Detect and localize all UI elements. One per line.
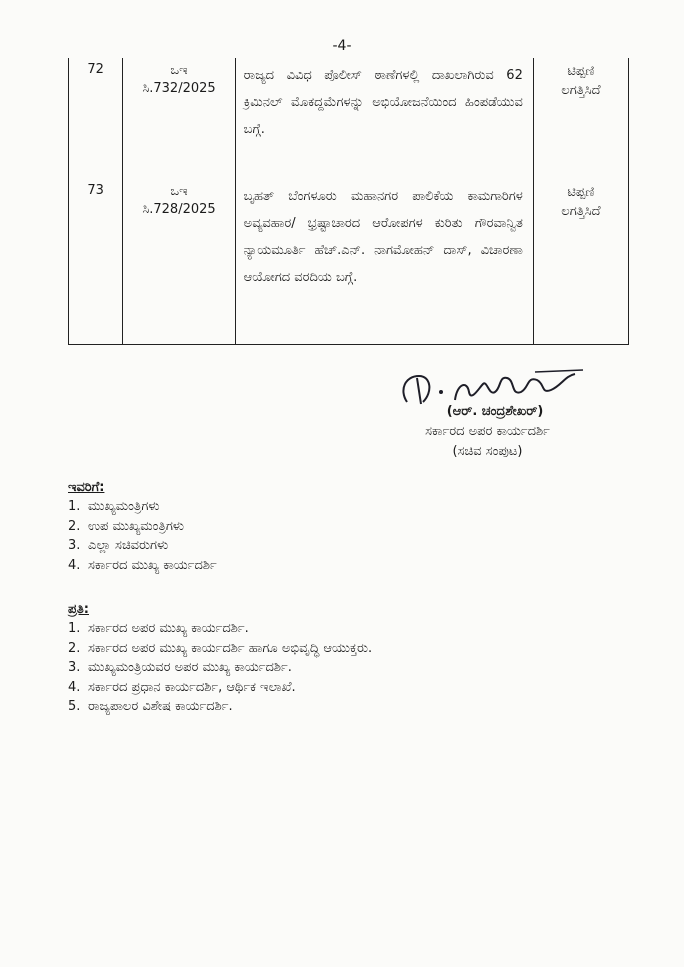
copies-section xyxy=(68,602,372,717)
file-reference xyxy=(123,58,235,179)
signatory-name: (ಆರ್. ಚಂದ್ರಶೇಖರ್) xyxy=(446,404,544,419)
file-reference-number: ಸಿ.728/2025 xyxy=(142,202,216,217)
list-item: 3. ಎಲ್ಲಾ ಸಚಿವರುಗಳು xyxy=(68,538,169,553)
agenda-table xyxy=(68,58,629,345)
item-number: 73 xyxy=(69,179,123,345)
list-item: 1. ಸರ್ಕಾರದ ಅಪರ ಮುಖ್ಯ ಕಾರ್ಯದರ್ಶಿ. xyxy=(68,621,249,636)
file-reference xyxy=(123,179,235,345)
list-item: 3. ಮುಖ್ಯಮಂತ್ರಿಯವರ ಅಪರ ಮುಖ್ಯ ಕಾರ್ಯದರ್ಶಿ. xyxy=(68,660,292,675)
list-item: 5. ರಾಜ್ಯಪಾಲರ ವಿಶೇಷ ಕಾರ್ಯದರ್ಶಿ. xyxy=(68,699,233,714)
table-row xyxy=(69,179,629,345)
remark-line2: ಲಗತ್ತಿಸಿದೆ xyxy=(561,204,601,219)
handwritten-signature xyxy=(395,362,590,410)
recipients-heading: ಇವರಿಗೆ: xyxy=(68,480,105,495)
list-item: 2. ಸರ್ಕಾರದ ಅಪರ ಮುಖ್ಯ ಕಾರ್ಯದರ್ಶಿ ಹಾಗೂ ಅಭಿವೃದ್ಧಿ ಆಯುಕ್ತರು. xyxy=(68,640,373,656)
copies-list xyxy=(68,619,372,717)
item-remark xyxy=(533,58,628,179)
page-number: -4- xyxy=(332,38,352,54)
list-item: 4. ಸರ್ಕಾರದ ಮುಖ್ಯ ಕಾರ್ಯದರ್ಶಿ xyxy=(68,557,217,573)
signatory-designation: ಸರ್ಕಾರದ ಅಪರ ಕಾರ್ಯದರ್ಶಿ xyxy=(425,424,550,439)
item-subject: ಬೃಹತ್ ಬೆಂಗಳೂರು ಮಹಾನಗರ ಪಾಲಿಕೆಯ ಕಾಮಗಾರಿಗಳ ಅವ್ಯವಹಾರ/ ಭ್ರಷ್ಟಾಚಾರದ ಆರೋಪಗಳ ಕುರಿತು ಗೌರವಾನ್ವಿತ ನ್ಯಾಯಮೂರ್ತಿ ಹೆಚ್.ಎನ್. ನಾಗಮೋಹನ್ ದಾಸ್, ವಿಚಾರಣಾ ಆಯೋಗದ ವರದಿಯ ಬಗ್ಗೆ. xyxy=(235,179,533,345)
item-subject: ರಾಜ್ಯದ ವಿವಿಧ ಪೊಲೀಸ್ ಠಾಣೆಗಳಲ್ಲಿ ದಾಖಲಾಗಿರುವ 62 ಕ್ರಿಮಿನಲ್ ಮೊಕದ್ದಮೆಗಳನ್ನು ಅಭಿಯೋಜನೆಯಿಂದ ಹಿಂಪಡೆಯುವ ಬಗ್ಗೆ. xyxy=(235,58,533,179)
remark-line1: ಟಿಪ್ಪಣಿ xyxy=(567,185,595,200)
file-reference-number: ಸಿ.732/2025 xyxy=(142,81,216,96)
signatory-department: (ಸಚಿವ ಸಂಪುಟ) xyxy=(452,444,523,459)
recipients-section xyxy=(68,480,217,575)
list-item: 1. ಮುಖ್ಯಮಂತ್ರಿಗಳು xyxy=(68,499,160,514)
copies-heading: ಪ್ರತಿ: xyxy=(68,602,89,617)
list-item: 2. ಉಪ ಮುಖ್ಯಮಂತ್ರಿಗಳು xyxy=(68,518,185,534)
table-row xyxy=(69,58,629,179)
recipients-list xyxy=(68,497,217,575)
item-remark xyxy=(533,179,628,345)
remark-line2: ಲಗತ್ತಿಸಿದೆ xyxy=(561,83,601,98)
file-reference-prefix: ಒಇ xyxy=(170,63,188,78)
remark-line1: ಟಿಪ್ಪಣಿ xyxy=(567,64,595,79)
list-item: 4. ಸರ್ಕಾರದ ಪ್ರಧಾನ ಕಾರ್ಯದರ್ಶಿ, ಆರ್ಥಿಕ ಇಲಾಖೆ. xyxy=(68,679,296,695)
item-number: 72 xyxy=(69,58,123,179)
file-reference-prefix: ಒಇ xyxy=(170,184,188,199)
